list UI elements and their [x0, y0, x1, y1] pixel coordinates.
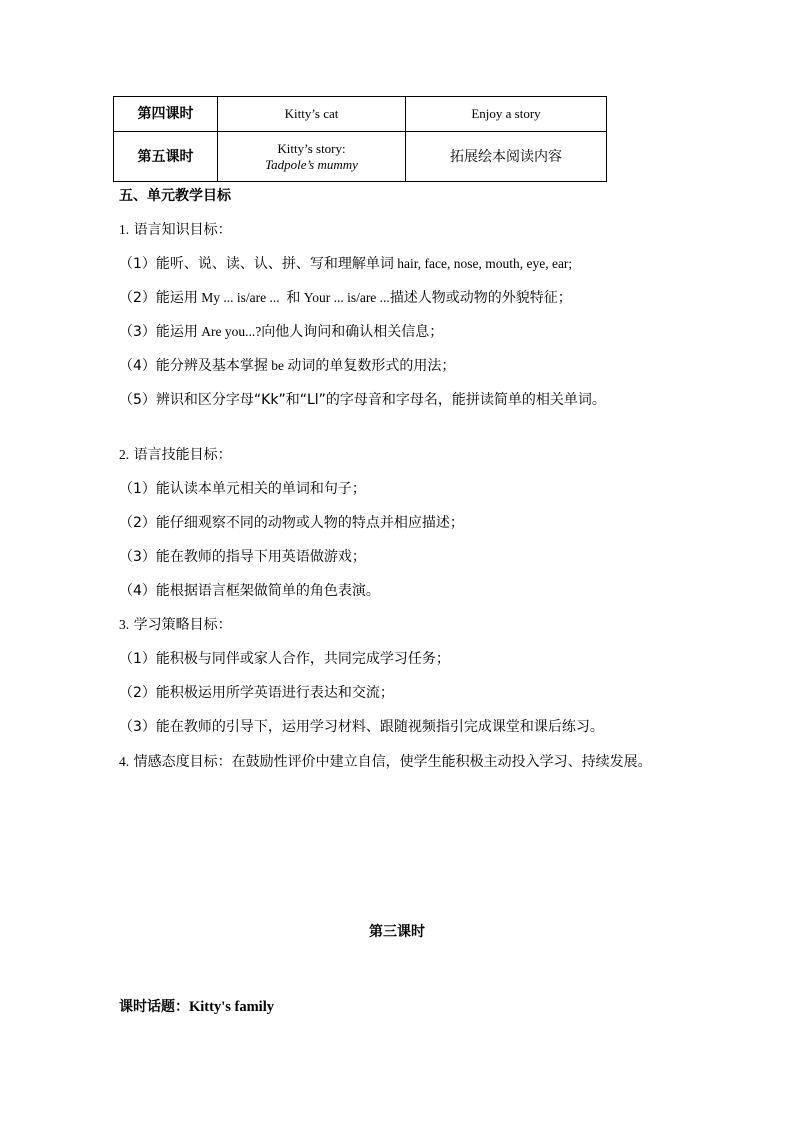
activity-cell: Enjoy a story [406, 97, 607, 132]
list-item: （5）辨识和区分字母“Kk”和“Ll”的字母音和字母名，能拼读简单的相关单词。 [119, 392, 606, 408]
list-item: （3）能在教师的引导下，运用学习材料、跟随视频指引完成课堂和课后练习。 [119, 719, 604, 735]
list-item: （4）能分辨及基本掌握 be 动词的单复数形式的用法； [119, 358, 456, 374]
lesson-schedule-table [113, 96, 607, 182]
lesson-cell: 第五课时 [114, 132, 218, 182]
table-row [114, 97, 607, 132]
section-heading: 五、单元教学目标 [119, 188, 231, 204]
content-cell [218, 132, 406, 182]
content-cell: Kitty’s cat [218, 97, 406, 132]
activity-cell: 拓展绘本阅读内容 [406, 132, 607, 182]
lesson-title: 第三课时 [369, 924, 425, 940]
list-item: （3）能运用 Are you...?向他人询问和确认相关信息； [119, 324, 444, 340]
list-item: （1）能认读本单元相关的单词和句子； [119, 481, 366, 497]
list-item: （4）能根据语言框架做简单的角色表演。 [119, 583, 380, 599]
content-line: Kitty’s story: [277, 140, 346, 156]
list-item: （2）能仔细观察不同的动物或人物的特点并相应描述； [119, 515, 464, 531]
subsection-title: 1. 语言知识目标： [119, 222, 232, 238]
lesson-cell: 第四课时 [114, 97, 218, 132]
list-item: （1）能听、说、读、认、拼、写和理解单词 hair, face, nose, mouth, eye, ear; [119, 256, 573, 272]
subsection-paragraph: 4. 情感态度目标：在鼓励性评价中建立自信，使学生能积极主动投入学习、持续发展。 [119, 754, 652, 770]
list-item: （2）能积极运用所学英语进行表达和交流； [119, 685, 394, 701]
content-line-italic: Tadpole’s mummy [265, 156, 358, 172]
lesson-topic: 课时话题：Kitty's family [119, 999, 274, 1015]
list-item: （2）能运用 My ... is/are ... 和 Your ... is/are ...描述人物或动物的外貌特征； [119, 290, 572, 306]
list-item: （3）能在教师的指导下用英语做游戏； [119, 549, 366, 565]
list-item: （1）能积极与同伴或家人合作，共同完成学习任务； [119, 651, 450, 667]
table-row [114, 132, 607, 182]
subsection-title: 2. 语言技能目标： [119, 447, 232, 463]
subsection-title: 3. 学习策略目标： [119, 617, 232, 633]
